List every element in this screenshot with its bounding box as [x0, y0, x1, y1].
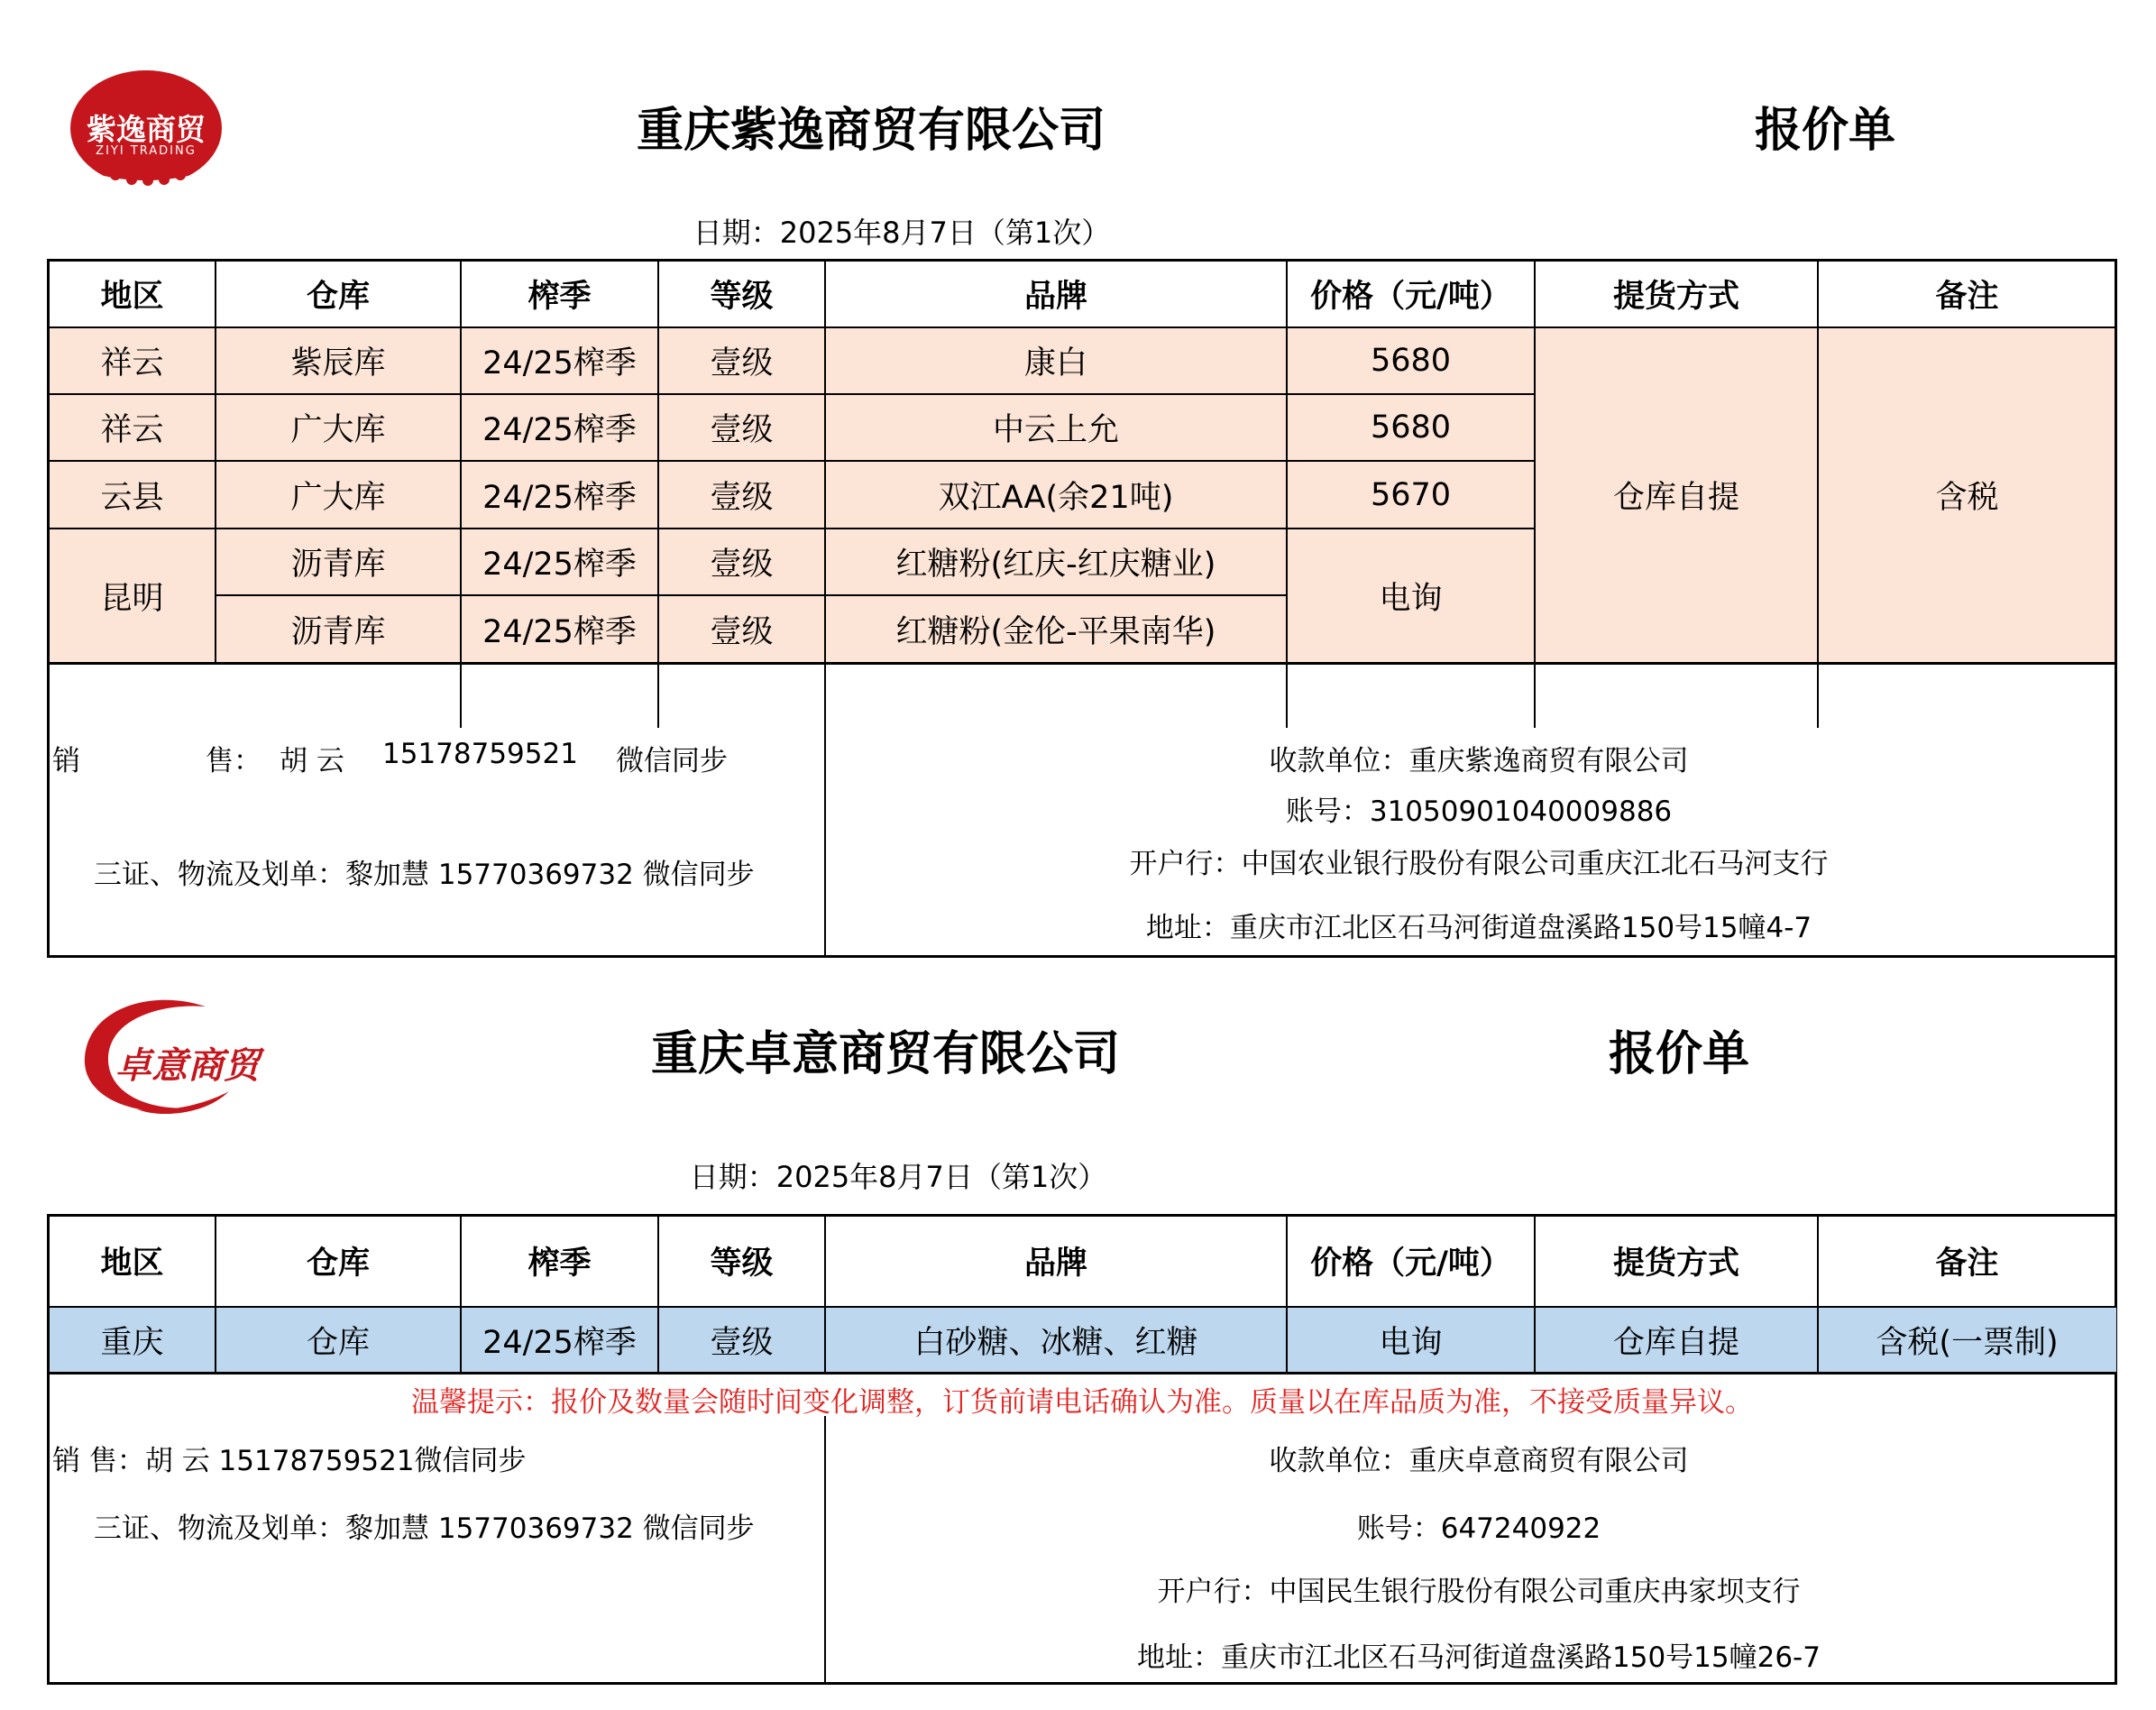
s2-account: 账号：647240922 — [1356, 1512, 1601, 1545]
t1-header-pickup: 提货方式 — [1612, 278, 1739, 315]
t1-r4-warehouse: 沥青库 — [290, 547, 386, 583]
t1-header-brand: 品牌 — [1023, 278, 1087, 315]
t1-r2-grade: 壹级 — [710, 412, 774, 448]
ziyi-logo — [69, 70, 224, 189]
t1-r3-price: 5670 — [1370, 476, 1452, 513]
t2-row-price: 电询 — [1379, 1324, 1443, 1361]
s2-logistics: 三证、物流及划单：黎加慧 15770369732 微信同步 — [94, 1512, 755, 1545]
t1-r3-warehouse: 广大库 — [290, 479, 386, 516]
t2-header-brand: 品牌 — [1023, 1246, 1087, 1282]
t2-row-grade: 壹级 — [710, 1324, 774, 1361]
t1-r1-brand: 康白 — [1023, 345, 1087, 382]
s1-sales-wechat: 微信同步 — [616, 745, 728, 777]
t1-pickup: 仓库自提 — [1612, 480, 1739, 516]
ziyi-logo-text: 紫逸商贸 — [87, 112, 206, 147]
t1-r4-region: 昆明 — [100, 580, 164, 617]
t1-header-price: 价格（元/吨） — [1310, 278, 1511, 315]
t1-header-warehouse: 仓库 — [306, 278, 370, 315]
t1-r1-grade: 壹级 — [710, 345, 774, 382]
t1-r5-season: 24/25榨季 — [482, 613, 637, 650]
t1-r5-brand: 红糖粉(金伦-平果南华) — [895, 613, 1216, 650]
t2-header-remark: 备注 — [1935, 1246, 1999, 1282]
t1-remark: 含税 — [1935, 480, 1999, 516]
t2-row-season: 24/25榨季 — [482, 1324, 637, 1361]
zhuoyi-logo — [70, 990, 269, 1122]
s2-notice: 温馨提示：报价及数量会随时间变化调整，订货前请电话确认为准。质量以在库品质为准，不接受质量异议。 — [411, 1386, 1753, 1419]
t2-header-season: 榨季 — [528, 1246, 592, 1282]
t1-r3-grade: 壹级 — [710, 479, 774, 516]
s1-sales-phone: 15178759521 — [382, 738, 578, 770]
t1-r2-region: 祥云 — [100, 412, 164, 448]
quote-date-2: 日期：2025年8月7日（第1次） — [689, 1160, 1107, 1194]
company-title-1: 重庆紫逸商贸有限公司 — [637, 104, 1106, 158]
s2-sales: 销 售：胡 云 15178759521微信同步 — [52, 1445, 527, 1477]
t1-r1-region: 祥云 — [100, 345, 164, 382]
t1-r2-brand: 中云上允 — [992, 412, 1119, 448]
t2-row-warehouse: 仓库 — [306, 1324, 370, 1361]
t1-r4-grade: 壹级 — [710, 547, 774, 583]
t1-r4-brand: 红糖粉(红庆-红庆糖业) — [895, 547, 1216, 583]
s1-account: 账号：31050901040009886 — [1285, 795, 1673, 828]
t1-r3-region: 云县 — [100, 479, 164, 516]
s1-sales-name: 胡 云 — [280, 745, 344, 777]
t1-r5-grade: 壹级 — [710, 613, 774, 650]
zhuoyi-logo-text: 卓意商贸 — [115, 1045, 260, 1087]
t1-r1-warehouse: 紫辰库 — [290, 345, 386, 382]
t1-r2-season: 24/25榨季 — [482, 412, 637, 448]
t1-r2-warehouse: 广大库 — [290, 412, 386, 448]
s2-address: 地址：重庆市江北区石马河街道盘溪路150号15幢26-7 — [1137, 1641, 1821, 1674]
t2-row-region: 重庆 — [100, 1324, 164, 1361]
t1-header-remark: 备注 — [1935, 278, 1999, 315]
t1-r4-season: 24/25榨季 — [482, 547, 637, 583]
doc-type-title-1: 报价单 — [1755, 104, 1896, 158]
s1-bank: 开户行：中国农业银行股份有限公司重庆江北石马河支行 — [1129, 848, 1829, 880]
s1-payee: 收款单位：重庆紫逸商贸有限公司 — [1269, 745, 1689, 777]
s2-payee: 收款单位：重庆卓意商贸有限公司 — [1269, 1445, 1689, 1477]
t1-r3-brand: 双江AA(余21吨) — [938, 479, 1174, 516]
s2-bank: 开户行：中国民生银行股份有限公司重庆冉家坝支行 — [1157, 1576, 1801, 1608]
t1-header-season: 榨季 — [528, 278, 592, 315]
t2-row-remark: 含税(一票制) — [1876, 1324, 2059, 1361]
t1-r5-warehouse: 沥青库 — [290, 613, 386, 650]
t1-r1-price: 5680 — [1370, 343, 1452, 379]
t2-header-pickup: 提货方式 — [1612, 1246, 1739, 1282]
t1-r4-price: 电询 — [1379, 580, 1443, 617]
t1-r3-season: 24/25榨季 — [482, 479, 637, 516]
t1-header-grade: 等级 — [710, 278, 774, 315]
t2-row-brand: 白砂糖、冰糖、红糖 — [913, 1324, 1198, 1361]
t2-header-region: 地区 — [100, 1246, 164, 1282]
t1-r2-price: 5680 — [1370, 409, 1452, 446]
s1-sales-label-b: 售： — [206, 745, 261, 777]
quote-date-1: 日期：2025年8月7日（第1次） — [693, 216, 1111, 250]
t2-row-pickup: 仓库自提 — [1612, 1324, 1739, 1361]
doc-type-title-2: 报价单 — [1609, 1027, 1750, 1081]
t1-r1-season: 24/25榨季 — [482, 345, 637, 382]
t2-header-grade: 等级 — [710, 1246, 774, 1282]
s1-address: 地址：重庆市江北区石马河街道盘溪路150号15幢4-7 — [1145, 912, 1812, 944]
t1-header-region: 地区 — [100, 278, 164, 315]
company-title-2: 重庆卓意商贸有限公司 — [651, 1027, 1121, 1081]
t2-header-price: 价格（元/吨） — [1310, 1246, 1511, 1282]
s1-sales-label-a: 销 — [52, 745, 80, 777]
s1-logistics: 三证、物流及划单：黎加慧 15770369732 微信同步 — [94, 859, 755, 891]
t2-header-warehouse: 仓库 — [306, 1246, 370, 1282]
ziyi-logo-subtext: ZIYI TRADING — [96, 144, 197, 158]
